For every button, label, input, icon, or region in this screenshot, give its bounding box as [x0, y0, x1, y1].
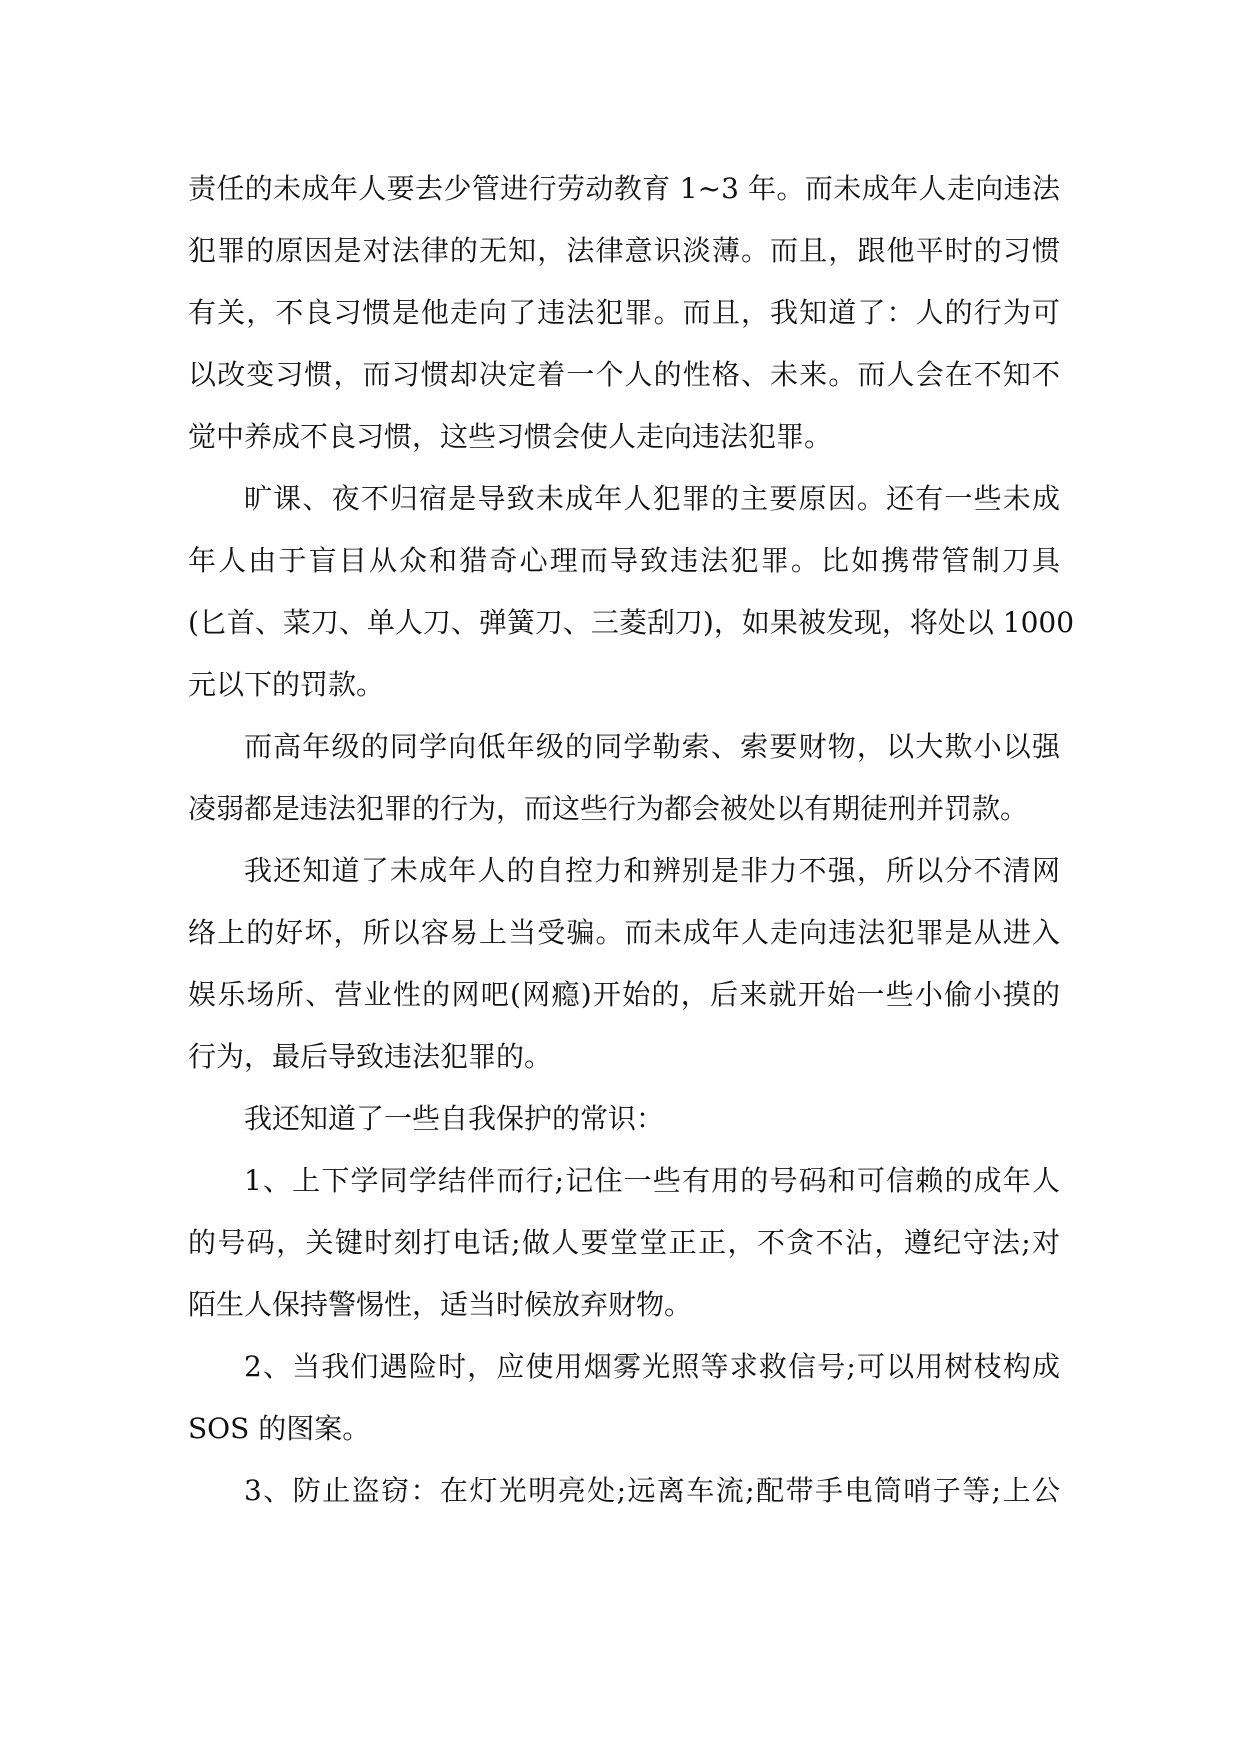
- text-line: 2、当我们遇险时，应使用烟雾光照等求救信号;可以用树枝构成: [244, 1350, 1060, 1383]
- document-body: [188, 158, 1075, 1522]
- text-line: 我还知道了一些自我保护的常识：: [244, 1102, 665, 1135]
- text-line: (匕首、菜刀、单人刀、弹簧刀、三菱刮刀)，如果被发现，将处以 1000: [188, 606, 1075, 639]
- text-line: 觉中养成不良习惯，这些习惯会使人走向违法犯罪。: [188, 420, 833, 453]
- text-line: 年人由于盲目从众和猎奇心理而导致违法犯罪。比如携带管制刀具: [188, 544, 1060, 577]
- text-line: 元以下的罚款。: [188, 668, 385, 701]
- text-line: 以改变习惯，而习惯却决定着一个人的性格、未来。而人会在不知不: [188, 358, 1060, 391]
- text-line: 3、防止盗窃：在灯光明亮处;远离车流;配带手电筒哨子等;上公: [244, 1474, 1060, 1507]
- text-line: 陌生人保持警惕性，适当时候放弃财物。: [188, 1288, 693, 1321]
- text-line: 犯罪的原因是对法律的无知，法律意识淡薄。而且，跟他平时的习惯: [188, 234, 1060, 267]
- text-line: 责任的未成年人要去少管进行劳动教育 1~3 年。而未成年人走向违法: [188, 172, 1060, 205]
- text-line: 行为，最后导致违法犯罪的。: [188, 1040, 553, 1073]
- text-line: 1、上下学同学结伴而行;记住一些有用的号码和可信赖的成年人: [244, 1164, 1060, 1197]
- text-line: 娱乐场所、营业性的网吧(网瘾)开始的，后来就开始一些小偷小摸的: [188, 978, 1060, 1011]
- text-line: 的号码，关键时刻打电话;做人要堂堂正正，不贪不沾，遵纪守法;对: [188, 1226, 1060, 1259]
- text-line: SOS 的图案。: [188, 1412, 371, 1445]
- text-line: 旷课、夜不归宿是导致未成年人犯罪的主要原因。还有一些未成: [244, 482, 1060, 515]
- text-line: 而高年级的同学向低年级的同学勒索、索要财物，以大欺小以强: [244, 730, 1060, 763]
- text-line: 有关，不良习惯是他走向了违法犯罪。而且，我知道了：人的行为可: [188, 296, 1060, 329]
- text-line: 络上的好坏，所以容易上当受骗。而未成年人走向违法犯罪是从进入: [188, 916, 1060, 949]
- text-line: 凌弱都是违法犯罪的行为，而这些行为都会被处以有期徒刑并罚款。: [188, 792, 1029, 825]
- text-line: 我还知道了未成年人的自控力和辨别是非力不强，所以分不清网: [244, 854, 1060, 887]
